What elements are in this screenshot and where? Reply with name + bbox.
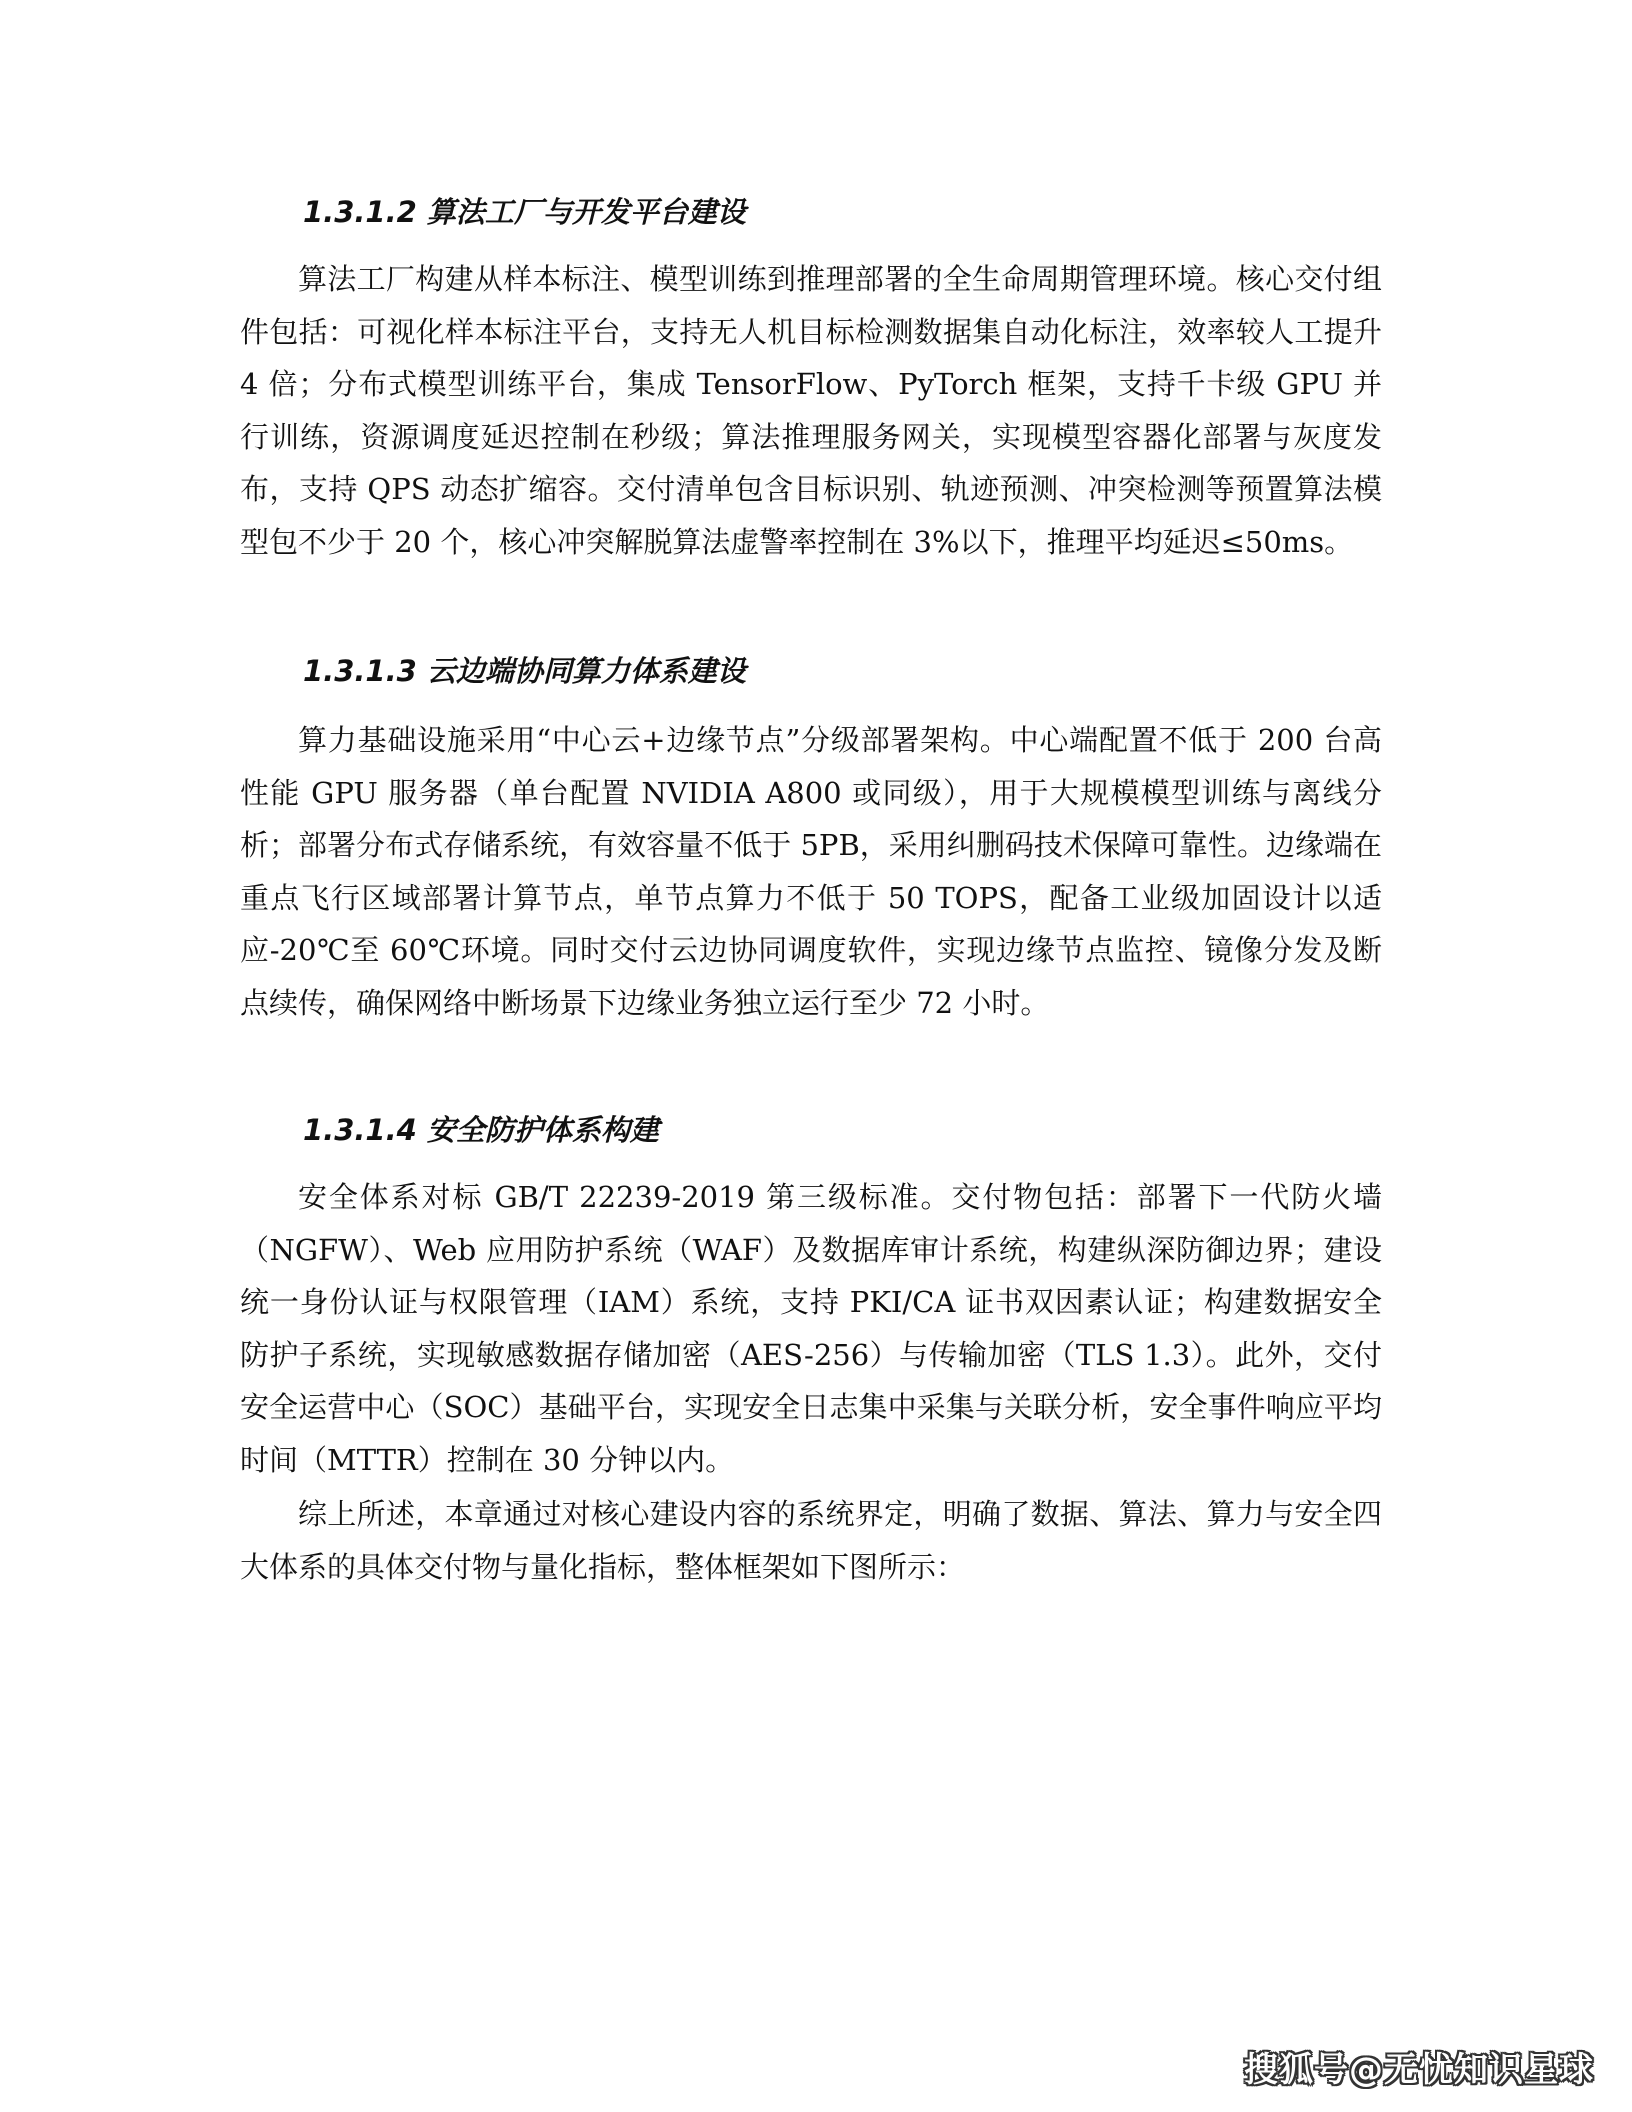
section-paragraph-security: 安全体系对标 GB/T 22239-2019 第三级标准。交付物包括：部署下一代防火墙（NGFW）、Web 应用防护系统（WAF）及数据库审计系统，构建纵深防御边界；建设统一身份认证与权限管理（IAM）系统，支持 PKI/CA 证书双因素认证；构建数据安全防护子系统，实现敏感数据存储加密（AES-256）与传输加密（TLS 1.3）。此外，交付安全运营中心（SOC）基础平台，实现安全日志集中采集与关联分析，安全事件响应平均时间（MTTR）控制在 30 分钟以内。 <box>240 1180 1382 1477</box>
section-heading-security: 1.3.1.4 安全防护体系构建 <box>303 1113 659 1147</box>
section-paragraph-cloud-edge-compute: 算力基础设施采用“中心云+边缘节点”分级部署架构。中心端配置不低于 200 台高性能 GPU 服务器（单台配置 NVIDIA A800 或同级），用于大规模模型训练与离线分析；部署分布式存储系统，有效容量不低于 5PB，采用纠删码技术保障可靠性。边缘端在重点飞行区域部署计算节点，单节点算力不低于 50 TOPS，配备工业级加固设计以适应-20℃至 60℃环境。同时交付云边协同调度软件，实现边缘节点监控、镜像分发及断点续传，确保网络中断场景下边缘业务独立运行至少 72 小时。 <box>240 723 1382 1020</box>
summary-paragraph: 综上所述，本章通过对核心建设内容的系统界定，明确了数据、算法、算力与安全四大体系的具体交付物与量化指标，整体框架如下图所示： <box>240 1497 1382 1584</box>
section-heading-cloud-edge-compute: 1.3.1.3 云边端协同算力体系建设 <box>303 654 746 688</box>
section-paragraph-algorithm-factory: 算法工厂构建从样本标注、模型训练到推理部署的全生命周期管理环境。核心交付组件包括：可视化样本标注平台，支持无人机目标检测数据集自动化标注，效率较人工提升 4 倍；分布式模型训练平台，集成 TensorFlow、PyTorch 框架，支持千卡级 GPU 并行训练，资源调度延迟控制在秒级；算法推理服务网关，实现模型容器化部署与灰度发布，支持 QPS 动态扩缩容。交付清单包含目标识别、轨迹预测、冲突检测等预置算法模型包不少于 20 个，核心冲突解脱算法虚警率控制在 3%以下，推理平均延迟≤50ms。 <box>240 262 1382 559</box>
section-heading-algorithm-factory: 1.3.1.2 算法工厂与开发平台建设 <box>303 195 746 229</box>
watermark: 搜狐号@无忧知识星球 <box>1244 2050 1594 2090</box>
